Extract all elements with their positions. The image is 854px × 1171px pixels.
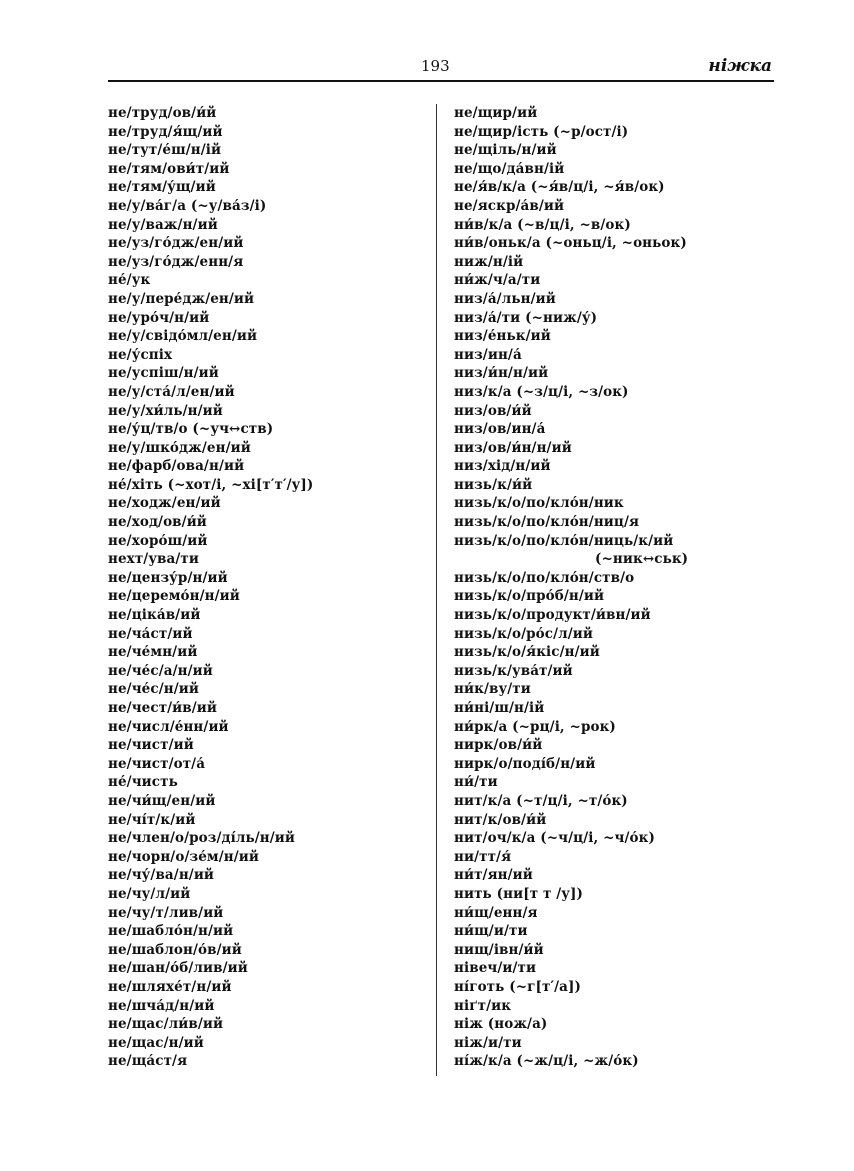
dictionary-entry: низ/и́н/н/ий	[454, 365, 549, 382]
dictionary-entry: ниж/н/ій	[454, 253, 524, 270]
dictionary-entry: ни́щ/и/ти	[454, 923, 528, 940]
dictionary-entry: ні́готь (~г[т′/а])	[454, 978, 581, 995]
dictionary-entry: не/чу/л/ий	[108, 885, 191, 902]
dictionary-entry: низ/ов/ин/а́	[454, 421, 546, 438]
dictionary-entry: низ/е́ньк/ий	[454, 328, 551, 345]
dictionary-entry: не/щас/н/ий	[108, 1034, 204, 1051]
dictionary-entry: не/у/шко́дж/ен/ий	[108, 439, 251, 456]
dictionary-entry: не́/ук	[108, 272, 151, 289]
dictionary-entry: не/ща́ст/я	[108, 1053, 188, 1070]
dictionary-entry: низ/а́/льн/ий	[454, 290, 556, 307]
dictionary-entry: ніґт/ик	[454, 997, 512, 1014]
dictionary-entry: низ/ов/и́й	[454, 402, 532, 419]
column-divider	[436, 104, 437, 1076]
dictionary-entry: не/шляхе́т/н/ий	[108, 978, 232, 995]
dictionary-entry: не/хоро́ш/ий	[108, 532, 208, 549]
dictionary-entry: ни/тт/я́	[454, 848, 512, 865]
dictionary-entry: не/у́спіх	[108, 346, 173, 363]
right-column	[454, 104, 774, 1071]
dictionary-entry: низь/к/о/по/кло́н/ник	[454, 495, 624, 512]
dictionary-entry: не/чи́щ/ен/ий	[108, 792, 216, 809]
dictionary-entry: низь/к/о/ро́с/л/ий	[454, 625, 593, 642]
dictionary-entry: не/чорн/о/зе́м/н/ий	[108, 848, 259, 865]
dictionary-entry: не/шабло́н/н/ий	[108, 923, 234, 940]
dictionary-entry: не/член/о/роз/ді́ль/н/ий	[108, 830, 296, 847]
dictionary-entry: не/що/да́вн/ій	[454, 160, 565, 177]
dictionary-entry: ни́/ти	[454, 774, 498, 791]
dictionary-entry: не/труд/я́щ/ий	[108, 123, 223, 140]
dictionary-entry: не/че́с/н/ий	[108, 681, 199, 698]
dictionary-entry: низь/к/о/по/кло́н/ств/о	[454, 569, 635, 586]
dictionary-entry: не/чист/от/а́	[108, 755, 206, 772]
dictionary-entry: ніж (нож/а)	[454, 1016, 548, 1033]
dictionary-entry: нехт/ува/ти	[108, 551, 199, 568]
dictionary-entry: низ/а́/ти (~ниж/у́)	[454, 309, 598, 326]
dictionary-entry: ніж/и/ти	[454, 1034, 522, 1051]
dictionary-entry: нівеч/и/ти	[454, 960, 537, 977]
dictionary-entry: ні́ж/к/а (~ж/ц/і, ~ж/о́к)	[454, 1053, 639, 1070]
dictionary-entry: не/церемо́н/н/ий	[108, 588, 240, 605]
dictionary-entry: ни́т/ян/ий	[454, 867, 533, 884]
dictionary-entry: не/у/хи́ль/н/ий	[108, 402, 223, 419]
dictionary-entry: ни́рк/а (~рц/і, ~рок)	[454, 718, 616, 735]
dictionary-entry: не/успіш/н/ий	[108, 365, 219, 382]
dictionary-entry: не/щас/ли́в/ий	[108, 1016, 224, 1033]
dictionary-entry: не/тям/у́щ/ий	[108, 179, 216, 196]
page-number: 193	[421, 57, 450, 75]
dictionary-entry: не/чест/и́в/ий	[108, 700, 218, 716]
dictionary-entry: не/труд/ов/и́й	[108, 105, 217, 121]
dictionary-entry: нищ/івн/и́й	[454, 941, 544, 958]
dictionary-entry: не/чу́/ва/н/ий	[108, 867, 215, 884]
dictionary-entry: не/числ/е́нн/ий	[108, 718, 229, 735]
dictionary-entry: не/я́в/к/а (~я́в/ц/і, ~я́в/ок)	[454, 179, 665, 196]
dictionary-entry: не/у/ва́г/а (~у/ва́з/і)	[108, 197, 267, 214]
dictionary-entry: не/че́мн/ий	[108, 644, 198, 661]
left-column	[108, 104, 428, 1071]
dictionary-entry: ни́в/к/а (~в/ц/і, ~в/ок)	[454, 216, 631, 233]
dictionary-entry: низь/к/и́й	[454, 476, 533, 493]
dictionary-entry: нить (ни[т т /у])	[454, 885, 583, 902]
header-rule	[108, 80, 774, 82]
dictionary-entry: низ/ов/и́н/н/ий	[454, 439, 572, 456]
dictionary-entry: не/у/свідо́мл/ен/ий	[108, 328, 258, 345]
dictionary-entry: не/ходж/ен/ий	[108, 495, 221, 512]
dictionary-entry: не/яскр/а́в/ий	[454, 197, 565, 214]
dictionary-entry: не/чист/ий	[108, 737, 194, 754]
dictionary-entry: не/че́с/а/н/ий	[108, 662, 213, 679]
dictionary-entry: ни́ж/ч/а/ти	[454, 272, 541, 289]
dictionary-entry: не/шан/о́б/лив/ий	[108, 960, 248, 977]
dictionary-entry: не/у́ц/тв/о (~уч↔ств)	[108, 421, 274, 438]
dictionary-entry: не/фарб/ова/н/ий	[108, 458, 245, 475]
dictionary-entry: не/у/пере́дж/ен/ий	[108, 290, 255, 307]
dictionary-entry: не/ход/ов/и́й	[108, 514, 207, 531]
dictionary-entry: низь/к/ува́т/ий	[454, 662, 573, 679]
dictionary-entry: ни́к/ву/ти	[454, 681, 531, 698]
dictionary-entry: нирк/о/поді́б/н/ий	[454, 755, 596, 772]
dictionary-entry: нит/к/ов/и́й	[454, 811, 547, 828]
dictionary-entry: (~ник↔ськ)	[595, 551, 689, 568]
dictionary-entry: низь/к/о/по/кло́н/ниц/я	[454, 514, 640, 531]
dictionary-entry: не/уро́ч/н/ий	[108, 309, 210, 326]
dictionary-entry: не/уз/го́дж/ен/ий	[108, 235, 244, 252]
dictionary-entry: ни́ні/ш/н/ій	[454, 700, 545, 716]
dictionary-entry: низь/к/о/продукт/и́вн/ий	[454, 607, 651, 624]
dictionary-entry: не/тям/ови́т/ий	[108, 160, 230, 177]
dictionary-entry: не/щир/ість (~р/ост/і)	[454, 123, 629, 140]
dictionary-entry: не/щир/ий	[454, 105, 538, 121]
dictionary-entry: не/шаблон/о́в/ий	[108, 941, 242, 958]
dictionary-entry: низь/к/о/я́кіс/н/ий	[454, 644, 600, 661]
dictionary-entry: нирк/ов/и́й	[454, 737, 543, 754]
dictionary-entry: низь/к/о/по/кло́н/ниць/к/ий	[454, 532, 674, 549]
dictionary-entry: не́/чисть	[108, 774, 178, 791]
dictionary-entry: нит/к/а (~т/ц/і, ~т/о́к)	[454, 792, 628, 809]
dictionary-entry: не/уз/го́дж/енн/я	[108, 253, 244, 270]
dictionary-entry: не/тут/е́ш/н/ій	[108, 142, 222, 159]
dictionary-entry: низь/к/о/про́б/н/ий	[454, 588, 605, 605]
dictionary-entry: низ/к/а (~з/ц/і, ~з/ок)	[454, 383, 629, 400]
dictionary-entry: ни́в/оньк/а (~оньц/і, ~оньок)	[454, 235, 687, 252]
dictionary-entry: не/чу/т/лив/ий	[108, 904, 224, 921]
dictionary-entry: не/у/важ/н/ий	[108, 216, 218, 233]
dictionary-entry: не/цензу́р/н/ий	[108, 569, 228, 586]
dictionary-entry: не/шча́д/н/ий	[108, 997, 215, 1014]
dictionary-entry: ни́щ/енн/я	[454, 904, 538, 921]
dictionary-entry: не/щіль/н/ий	[454, 142, 557, 159]
dictionary-entry: не/ціка́в/ий	[108, 607, 201, 624]
dictionary-entry: не/у/ста́/л/ен/ий	[108, 383, 235, 400]
dictionary-entry: не́/хіть (~хот/і, ~хі[т′т′/у])	[108, 476, 314, 493]
dictionary-entry: нит/оч/к/а (~ч/ц/і, ~ч/о́к)	[454, 830, 655, 847]
dictionary-entry: не/чі́т/к/ий	[108, 811, 196, 828]
dictionary-entry: не/ча́ст/ий	[108, 625, 193, 642]
running-head: ніжка	[708, 56, 772, 76]
dictionary-entry: низ/ин/а́	[454, 346, 522, 363]
dictionary-entry: низ/хід/н/ий	[454, 458, 551, 475]
